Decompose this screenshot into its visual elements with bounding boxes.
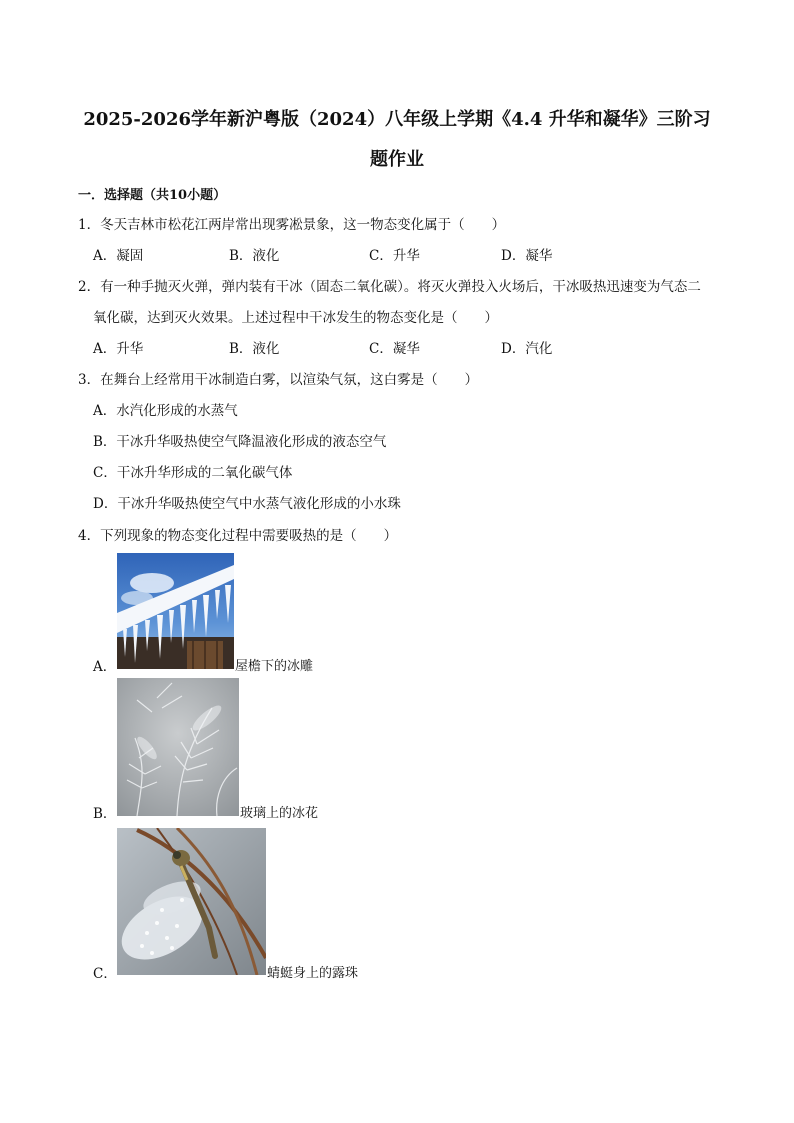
q2-option-d: D．汽化 — [501, 341, 553, 357]
page-title — [60, 100, 734, 180]
question-1-stem: 1．冬天吉林市松花江两岸常出现雾凇景象，这一物态变化属于（ ） — [78, 217, 506, 233]
q1-option-c: C．升华 — [369, 248, 420, 264]
section-heading: 一．选择题（共10小题） — [78, 188, 227, 203]
icicles-image — [117, 553, 234, 669]
q4-option-a-caption: 屋檐下的冰雕 — [235, 659, 314, 674]
question-2-stem-line-2: 氧化碳，达到灭火效果。上述过程中干冰发生的物态变化是（ ） — [93, 310, 498, 326]
q1-option-b: B．液化 — [229, 248, 280, 264]
question-4-stem: 4．下列现象的物态变化过程中需要吸热的是（ ） — [78, 528, 398, 544]
q3-option-d: D．干冰升华吸热使空气中水蒸气液化形成的小水珠 — [93, 496, 401, 512]
title-line-1: 2025-2026学年新沪粤版（2024）八年级上学期《4.4 升华和凝华》三阶习 — [83, 109, 711, 130]
q2-option-a: A．升华 — [93, 341, 144, 357]
question-2-stem-line-1: 2．有一种手抛灭火弹，弹内装有干冰（固态二氧化碳）。将灭火弹投入火场后，干冰吸热迅速变为气态二 — [78, 279, 701, 295]
q3-option-c: C．干冰升华形成的二氧化碳气体 — [93, 465, 293, 481]
q4-option-c-caption: 蜻蜓身上的露珠 — [267, 966, 359, 981]
q1-option-d: D．凝华 — [501, 248, 553, 264]
q2-option-b: B．液化 — [229, 341, 280, 357]
frost-flower-image — [117, 678, 239, 816]
q4-option-a-label: A． — [93, 659, 117, 675]
dragonfly-dew-image — [117, 828, 266, 975]
q3-option-b: B．干冰升华吸热使空气降温液化形成的液态空气 — [93, 434, 387, 450]
title-line-2: 题作业 — [370, 149, 424, 170]
q4-option-b-label: B． — [93, 806, 117, 822]
q3-option-a: A．水汽化形成的水蒸气 — [93, 403, 238, 419]
q1-option-a: A．凝固 — [93, 248, 144, 264]
question-3-stem: 3．在舞台上经常用干冰制造白雾，以渲染气氛，这白雾是（ ） — [78, 372, 479, 388]
q2-option-c: C．凝华 — [369, 341, 420, 357]
q4-option-b-caption: 玻璃上的冰花 — [240, 806, 319, 821]
q4-option-c-label: C． — [93, 966, 117, 982]
